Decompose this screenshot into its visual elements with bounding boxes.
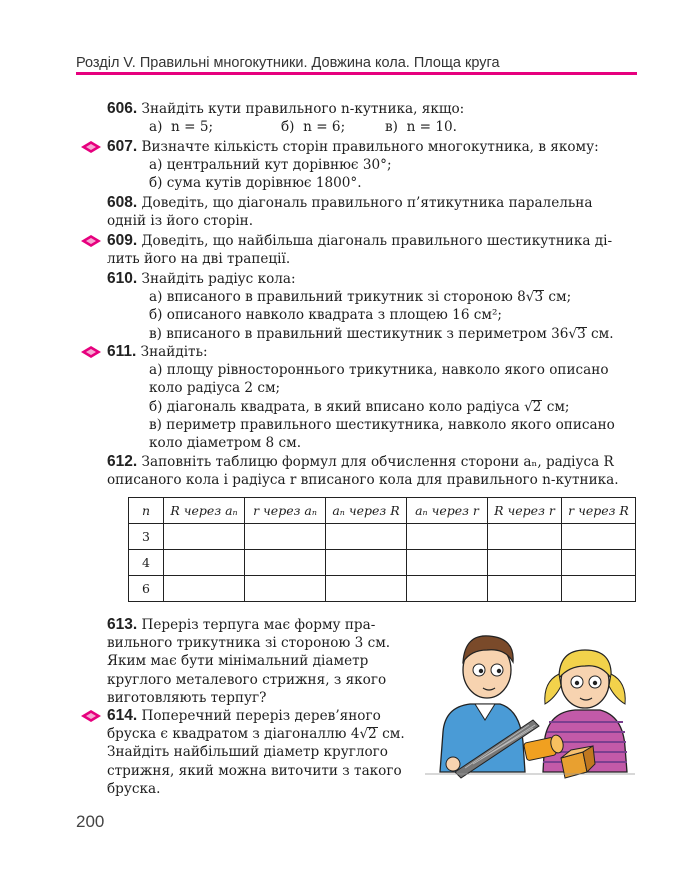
problem-614 — [107, 707, 422, 798]
boy-figure — [440, 636, 525, 772]
table-cell — [407, 524, 488, 550]
page-number: 200 — [76, 812, 105, 831]
option-c-line2: коло діаметром 8 см. — [149, 435, 302, 452]
problem-number: 613. — [107, 616, 138, 633]
table-header-cell: R через r — [488, 498, 562, 524]
problem-text-line4: стрижня, який можна виточити з такого — [107, 762, 402, 779]
problem-606 — [107, 100, 464, 136]
problem-number: 614. — [107, 707, 138, 724]
table-cell — [407, 576, 488, 602]
problem-number: 607. — [107, 138, 138, 155]
problem-text: Знайдіть кути правильного n-кутника, якщо: — [141, 101, 465, 117]
table-cell — [164, 550, 245, 576]
table-cell — [407, 550, 488, 576]
problem-text-line2-text: бруска є квадратом з діагоналлю 4 — [107, 726, 360, 743]
problem-text-line3: Знайдіть найбільший діаметр круглого — [107, 744, 388, 761]
radicand: 2 — [532, 398, 542, 415]
option-b-text: б) діагональ квадрата, в який вписано коло радіуса — [149, 398, 525, 415]
problem-608 — [107, 194, 592, 230]
problem-text-line2: описаного кола і радіуса r вписаного кола для правильного n-кутника. — [107, 472, 619, 489]
option-a: а) n = 5; — [149, 119, 214, 136]
table-cell — [562, 524, 636, 550]
option-a-unit: см; — [544, 289, 572, 306]
option-a — [107, 288, 614, 306]
problem-610 — [107, 270, 614, 343]
problem-text-line2: лить його на дві трапеції. — [107, 251, 291, 268]
table-cell — [326, 550, 407, 576]
sqrt-icon: √ — [568, 325, 578, 342]
pink-star-icon — [80, 709, 102, 724]
pink-star-icon — [80, 345, 102, 360]
problem-text-line2: вильного трикутника зі стороною 3 см. — [107, 635, 391, 652]
problem-text: Визначте кількість сторін правильного многокутника, в якому: — [141, 139, 599, 155]
option-c-unit: см. — [586, 325, 614, 342]
option-a: а) центральний кут дорівнює 30°; — [149, 157, 392, 174]
table-row-label: 3 — [129, 524, 164, 550]
table-row — [129, 524, 636, 550]
pink-star-icon — [80, 140, 102, 155]
option-b: б) сума кутів дорівнює 1800°. — [149, 175, 362, 192]
table-header-cell: r через aₙ — [245, 498, 326, 524]
table-header-cell: aₙ через r — [407, 498, 488, 524]
radicand: 3 — [534, 289, 544, 306]
option-a-line2: коло радіуса 2 см; — [149, 380, 281, 397]
radicand: 2 — [368, 726, 377, 743]
table-cell — [245, 576, 326, 602]
table-cell — [488, 550, 562, 576]
table-cell — [326, 524, 407, 550]
option-c — [107, 325, 614, 343]
table-header-cell: aₙ через R — [326, 498, 407, 524]
problem-number: 608. — [107, 194, 138, 211]
table-row-label: 4 — [129, 550, 164, 576]
problem-text-line5: бруска. — [107, 780, 161, 797]
option-a-text: а) вписаного в правильний трикутник зі стороною 8 — [149, 289, 526, 306]
problem-number: 610. — [107, 270, 138, 287]
problem-612 — [107, 453, 619, 489]
pink-star-icon — [80, 234, 102, 249]
table-cell — [245, 524, 326, 550]
problem-number: 606. — [107, 100, 138, 117]
option-a-line1: а) площу рівностороннього трикутника, навколо якого описано — [149, 362, 609, 379]
sqrt-icon: √ — [524, 398, 533, 415]
table-header-cell: R через aₙ — [164, 498, 245, 524]
option-b: б) n = 6; — [281, 119, 346, 136]
problem-613 — [107, 616, 422, 707]
option-b: б) описаного навколо квадрата з площею 16 см²; — [149, 307, 503, 324]
formula-table — [128, 497, 636, 602]
radicand: 3 — [577, 325, 586, 342]
option-c-text: в) вписаного в правильний шестикутник з периметром 36 — [149, 325, 569, 342]
problem-text-line1: Переріз терпуга має форму пра- — [141, 617, 376, 633]
table-cell — [488, 524, 562, 550]
option-b-unit: см; — [542, 398, 570, 415]
table-cell — [562, 550, 636, 576]
problem-text-line2-unit: см. — [377, 726, 405, 743]
problem-text-line5: виготовляють терпуг? — [107, 689, 267, 706]
table-header-row — [129, 498, 636, 524]
running-header: Розділ V. Правильні многокутники. Довжина кола. Площа круга — [76, 55, 500, 71]
problem-text-line3: Яким має бути мінімальний діаметр — [107, 653, 369, 670]
sqrt-icon: √ — [359, 726, 369, 743]
header-rule — [76, 72, 637, 75]
option-c: в) n = 10. — [385, 119, 458, 136]
table-cell — [164, 524, 245, 550]
problem-text-line1: Заповніть таблицю формул для обчислення сторони aₙ, радіуса R — [141, 454, 614, 470]
table-cell — [562, 576, 636, 602]
problem-text-line4: круглого металевого стрижня, з якого — [107, 671, 387, 688]
table-cell — [245, 550, 326, 576]
problem-number: 612. — [107, 453, 138, 470]
problem-609 — [107, 232, 612, 268]
problem-number: 609. — [107, 232, 138, 249]
table-row — [129, 576, 636, 602]
problem-611 — [107, 343, 615, 452]
problem-text: Знайдіть: — [140, 344, 208, 360]
problem-text-line2: одній із його сторін. — [107, 213, 254, 230]
table-cell — [164, 576, 245, 602]
problem-607 — [107, 138, 599, 193]
problem-text-line1: Поперечний переріз дерев’яного — [141, 708, 381, 724]
problem-text-line1: Доведіть, що найбільша діагональ правильного шестикутника ді- — [141, 233, 613, 249]
problem-text-line2 — [107, 725, 422, 743]
table-row-label: 6 — [129, 576, 164, 602]
problem-number: 611. — [107, 343, 137, 360]
option-b — [107, 398, 615, 416]
table-cell — [326, 576, 407, 602]
table-row — [129, 550, 636, 576]
problem-text-line1: Доведіть, що діагональ правильного п’ятикутника паралельна — [141, 195, 593, 211]
problem-options — [107, 118, 464, 136]
table-header-cell: n — [129, 498, 164, 524]
option-c-line1: в) периметр правильного шестикутника, навколо якого описано — [149, 416, 615, 433]
sqrt-icon: √ — [525, 289, 535, 306]
table-cell — [488, 576, 562, 602]
table-header-cell: r через R — [562, 498, 636, 524]
children-illustration — [425, 612, 635, 784]
problem-text: Знайдіть радіус кола: — [141, 271, 296, 287]
